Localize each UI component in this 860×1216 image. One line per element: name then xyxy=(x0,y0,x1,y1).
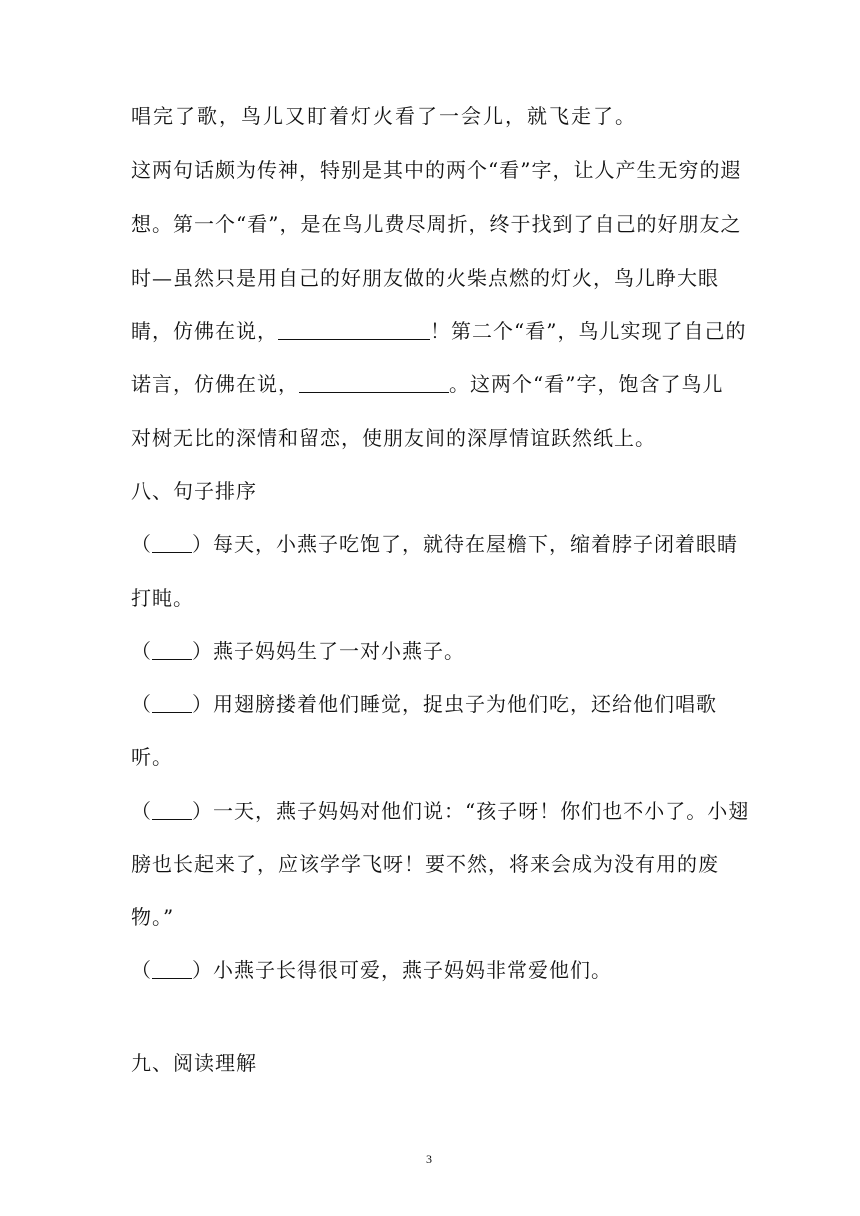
order-blank[interactable] xyxy=(152,639,192,660)
list-item-continued: 物。” xyxy=(131,905,175,929)
order-blank[interactable] xyxy=(152,799,192,820)
line-2: 这两句话颇为传神，特别是其中的两个“看”字，让人产生无穷的遐 xyxy=(131,158,742,182)
line-6 xyxy=(131,371,723,397)
list-item: （ ）小燕子长得很可爱，燕子妈妈非常爱他们。 xyxy=(131,958,612,982)
line-4: 时—虽然只是用自己的好朋友做的火柴点燃的灯火，鸟儿睁大眼 xyxy=(131,266,719,290)
line-5-end: ！第二个“看”，鸟儿实现了自己的 xyxy=(430,319,747,343)
line-6-end: 。这两个“看”字，饱含了鸟儿 xyxy=(449,372,724,396)
list-item: （ ）每天，小燕子吃饱了，就待在屋檐下，缩着脖子闭着眼睛 xyxy=(131,532,738,556)
answer-blank-1[interactable] xyxy=(278,319,430,340)
list-item-continued: 膀也长起来了，应该学学飞呀！要不然，将来会成为没有用的废 xyxy=(131,852,719,876)
line-7: 对树无比的深情和留恋，使朋友间的深厚情谊跃然纸上。 xyxy=(131,426,656,450)
order-blank[interactable] xyxy=(152,692,192,713)
answer-blank-2[interactable] xyxy=(299,372,449,393)
order-blank[interactable] xyxy=(152,958,192,979)
list-item: （ ）用翅膀搂着他们睡觉，捉虫子为他们吃，还给他们唱歌 xyxy=(131,692,717,716)
section-8-title: 八、句子排序 xyxy=(131,479,257,503)
list-item: （ ）燕子妈妈生了一对小燕子。 xyxy=(131,639,465,663)
order-blank[interactable] xyxy=(152,532,192,553)
list-item: （ ）一天，燕子妈妈对他们说：“孩子呀！你们也不小了。小翅 xyxy=(131,799,750,823)
line-1: 唱完了歌，鸟儿又盯着灯火看了一会儿，就飞走了。 xyxy=(131,104,637,128)
list-item-continued: 听。 xyxy=(131,745,173,769)
line-6-start: 诺言，仿佛在说， xyxy=(131,372,299,396)
list-item-continued: 打盹。 xyxy=(131,586,194,610)
page-number: 3 xyxy=(426,1152,432,1166)
line-3: 想。第一个“看”，是在鸟儿费尽周折，终于找到了自己的好朋友之 xyxy=(131,212,742,236)
section-9-title: 九、阅读理解 xyxy=(131,1051,257,1075)
line-5 xyxy=(131,318,746,344)
line-5-start: 睛，仿佛在说， xyxy=(131,319,278,343)
